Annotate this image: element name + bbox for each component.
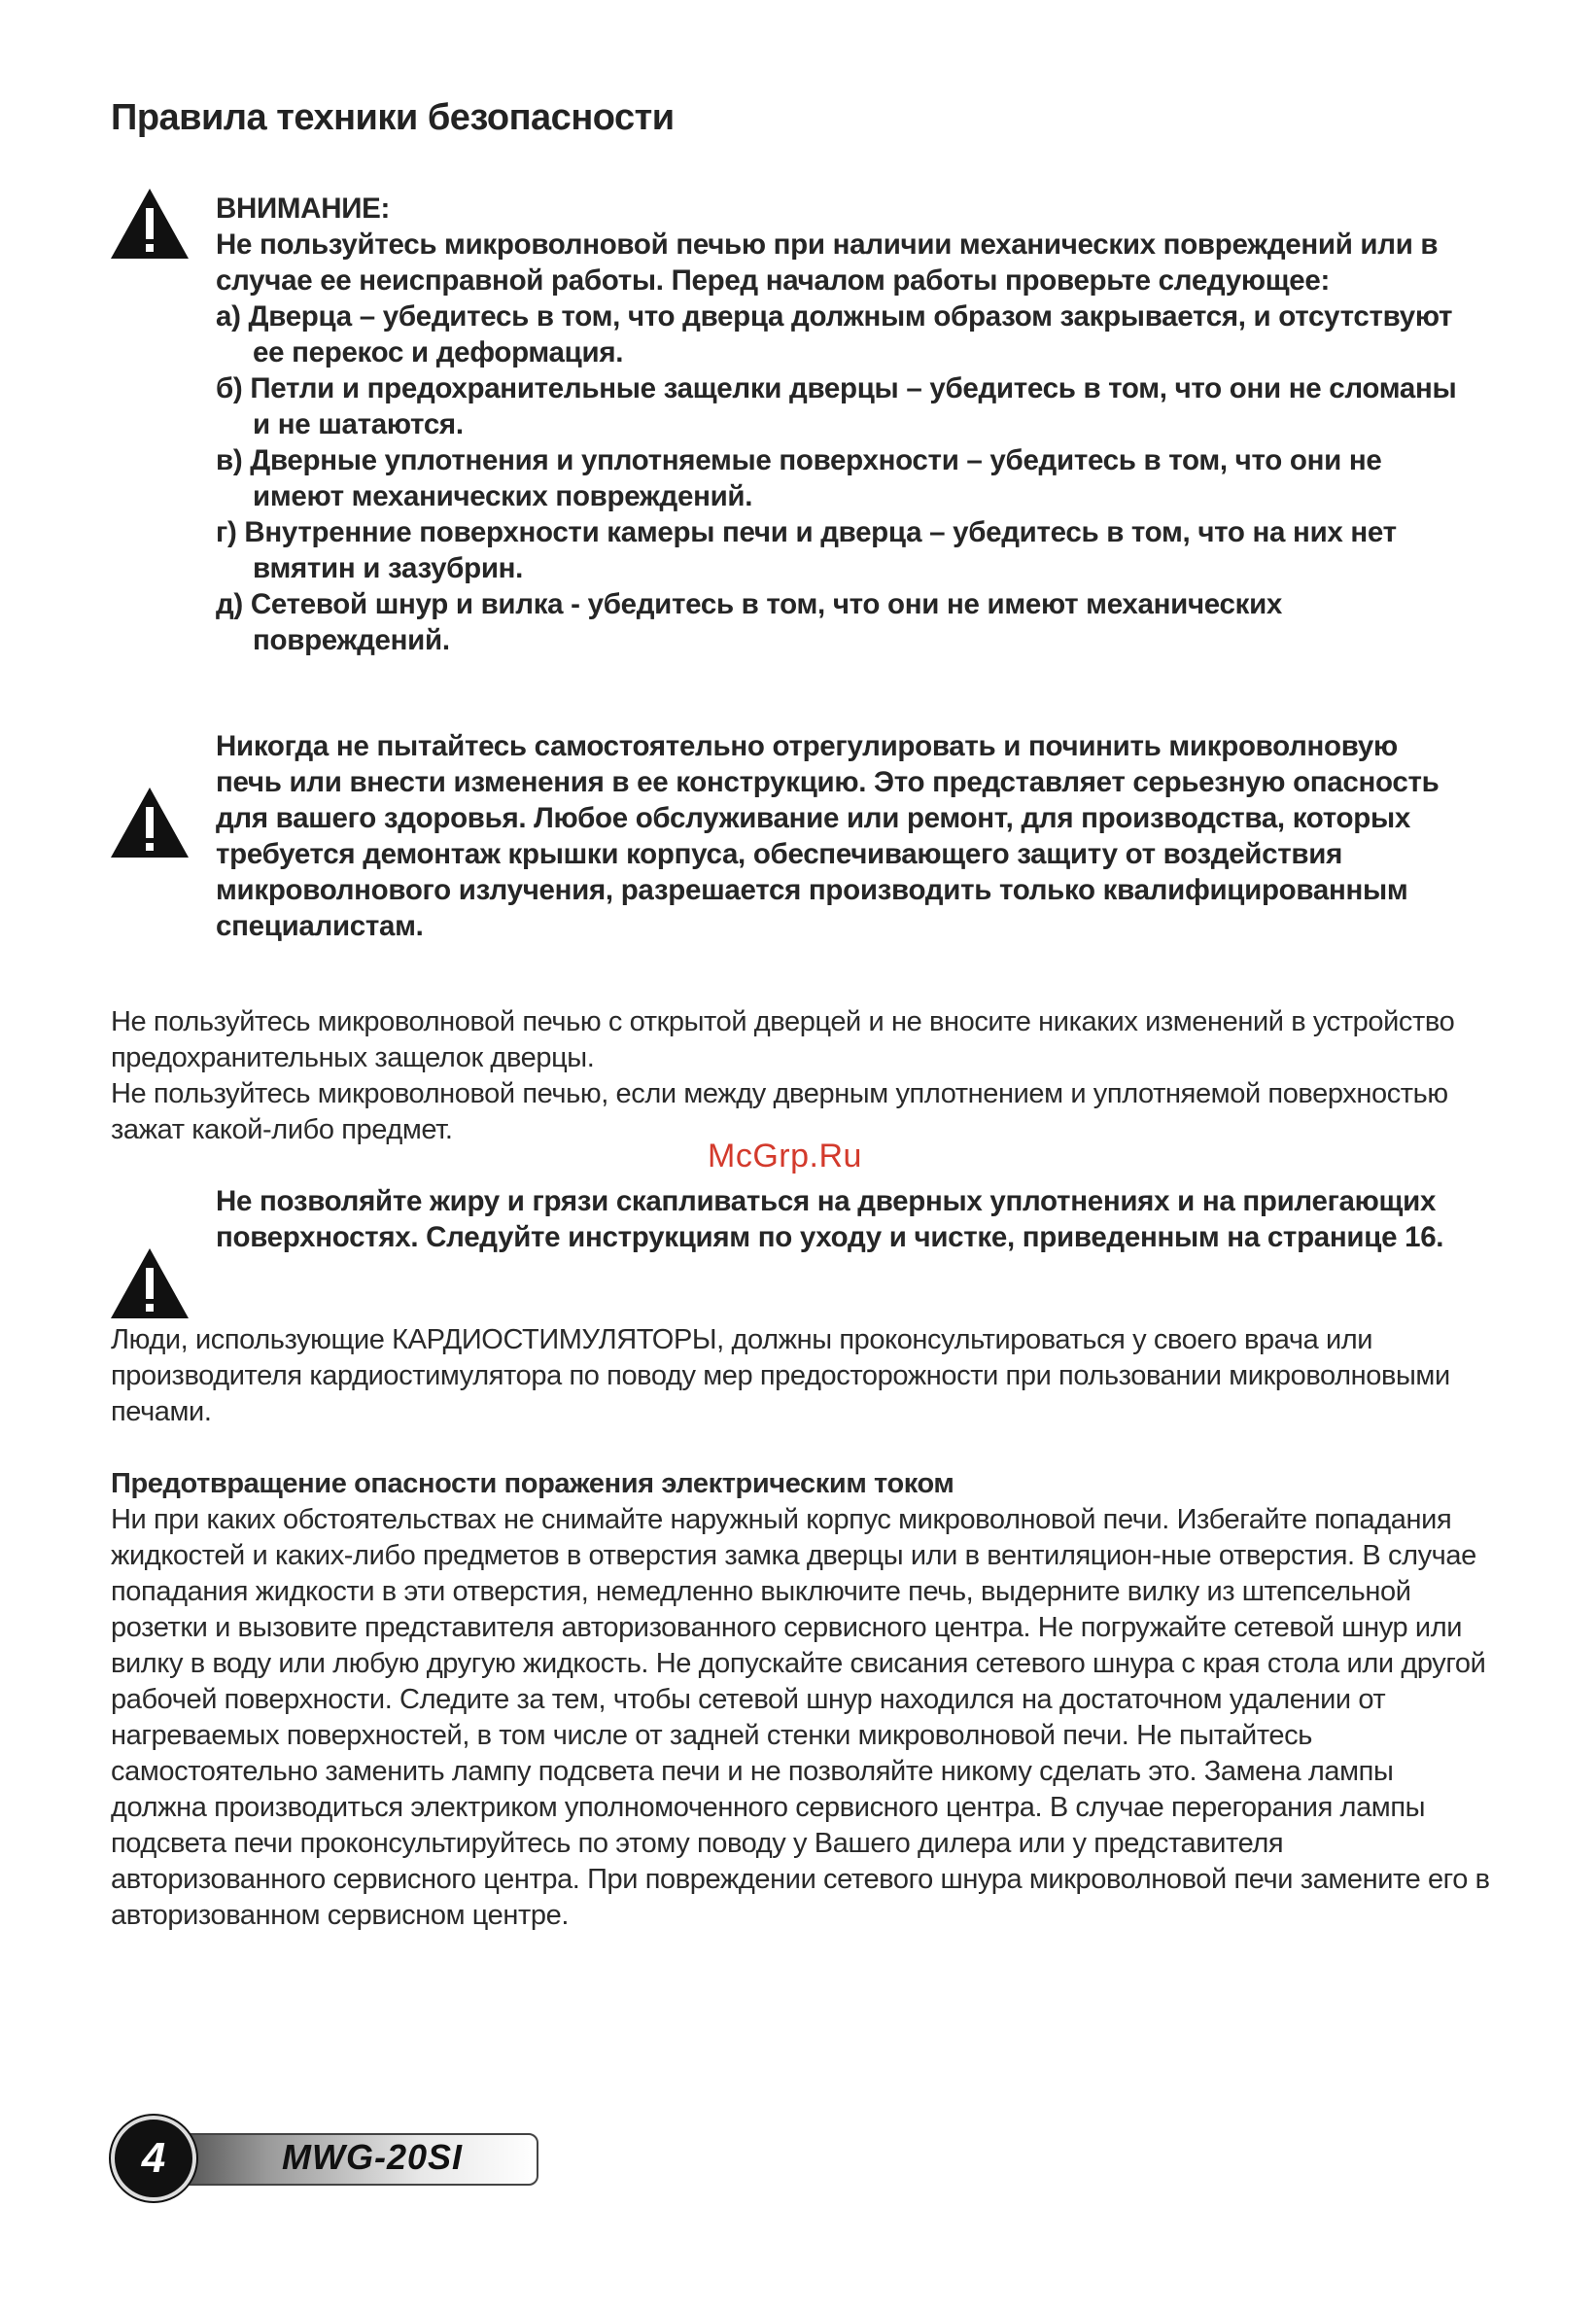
model-name: MWG-20SI	[282, 2137, 464, 2177]
check-item-door: а) Дверца – убедитесь в том, что дверца должным образом закрывается, и отсутствуют ее перекос и деформация.	[216, 300, 1453, 368]
warning-triangle-icon	[109, 786, 191, 859]
paragraph-open-door: Не пользуйтесь микроволновой печью с открытой дверцей и не вносите никаких изменений в устройство предохранительных защелок дверцы.	[111, 1006, 1455, 1073]
check-item-hinges: б) Петли и предохранительные защелки дверцы – убедитесь в том, что они не сломаны и не шатаются.	[216, 372, 1457, 440]
section-heading: Предотвращение опасности поражения электрическим током	[111, 1468, 954, 1499]
section-body: Ни при каких обстоятельствах не снимайте наружный корпус микроволновой печи. Избегайте попадания жидкостей и каких-либо предметов в отверстия замка дверцы или в вентиляцион-ные отверстия. В случае попадания жидкости в эти отверстия, немедленно выключите печь, выдерните вилку из штепсельной розетки и вызовите представителя авторизованного сервисного центра. Не погружайте сетевой шнур или вилку в воду или любую другую жидкость. Не допускайте свисания сетевого шнура с края стола или другой рабочей поверхности. Следите за тем, чтобы сетевой шнур находился на достаточном удалении от нагреваемых поверхностей, в том числе от задней стенки микроволновой печи. Не пытайтесь самостоятельно заменить лампу подсвета печи и не позволяйте никому сделать это. Замена лампы должна производиться электриком уполномоченного сервисного центра. В случае перегорания лампы подсвета печи проконсультируйтесь по этому поводу у Вашего дилера или у представителя авторизованного сервисного центра. При повреждении сетевого шнура микроволновой печи замените его в авторизованном сервисном центре.	[111, 1504, 1490, 1931]
warning-block-cleaning	[216, 1183, 1470, 1255]
page-footer	[111, 2116, 548, 2213]
warning-triangle-icon	[109, 1246, 191, 1320]
section-electric-shock	[111, 1466, 1491, 1934]
page-number: 4	[141, 2134, 166, 2182]
check-item-cord: д) Сетевой шнур и вилка - убедитесь в том, что они не имеют механических повреждений.	[216, 588, 1283, 656]
warning-block-repair	[216, 728, 1470, 944]
warning-triangle-icon	[109, 187, 191, 261]
warning-heading: ВНИМАНИЕ:	[216, 193, 390, 225]
warning-intro: Не пользуйтесь микроволновой печью при наличии механических повреждений или в случае ее неисправной работы. Перед началом работы проверьте следующее:	[216, 228, 1439, 297]
watermark: McGrp.Ru	[708, 1138, 862, 1174]
check-item-seals: в) Дверные уплотнения и уплотняемые поверхности – убедитесь в том, что они не имеют механических повреждений.	[216, 444, 1382, 512]
paragraph-door-usage	[111, 1004, 1491, 1148]
page-number-badge	[111, 2116, 196, 2201]
check-item-cavity: г) Внутренние поверхности камеры печи и дверца – убедитесь в том, что на них нет вмятин и зазубрин.	[216, 516, 1397, 584]
warning-repair-text: Никогда не пытайтесь самостоятельно отрегулировать и починить микроволновую печь или внести изменения в ее конструкцию. Это представляет серьезную опасность для вашего здоровья. Любое обслуживание или ремонт, для производства, которых требуется демонтаж крышки корпуса, обеспечивающего защиту от воздействия микроволнового излучения, разрешается производить только квалифицированным специалистам.	[216, 730, 1440, 942]
paragraph-object-in-seal: Не пользуйтесь микроволновой печью, если между дверным уплотнением и уплотняемой поверхностью зажат какой-либо предмет.	[111, 1078, 1448, 1145]
warning-block-inspection	[216, 191, 1470, 658]
pacemaker-text: Люди, использующие КАРДИОСТИМУЛЯТОРЫ, должны проконсультироваться у своего врача или производителя кардиостимулятора по поводу мер предосторожности при пользовании микроволновыми печами.	[111, 1324, 1450, 1427]
page-title: Правила техники безопасности	[111, 97, 675, 138]
warning-cleaning-text: Не позволяйте жиру и грязи скапливаться на дверных уплотнениях и на прилегающих поверхностях. Следуйте инструкциям по уходу и чистке, приведенным на странице 16.	[216, 1185, 1444, 1253]
paragraph-pacemaker	[111, 1322, 1491, 1430]
